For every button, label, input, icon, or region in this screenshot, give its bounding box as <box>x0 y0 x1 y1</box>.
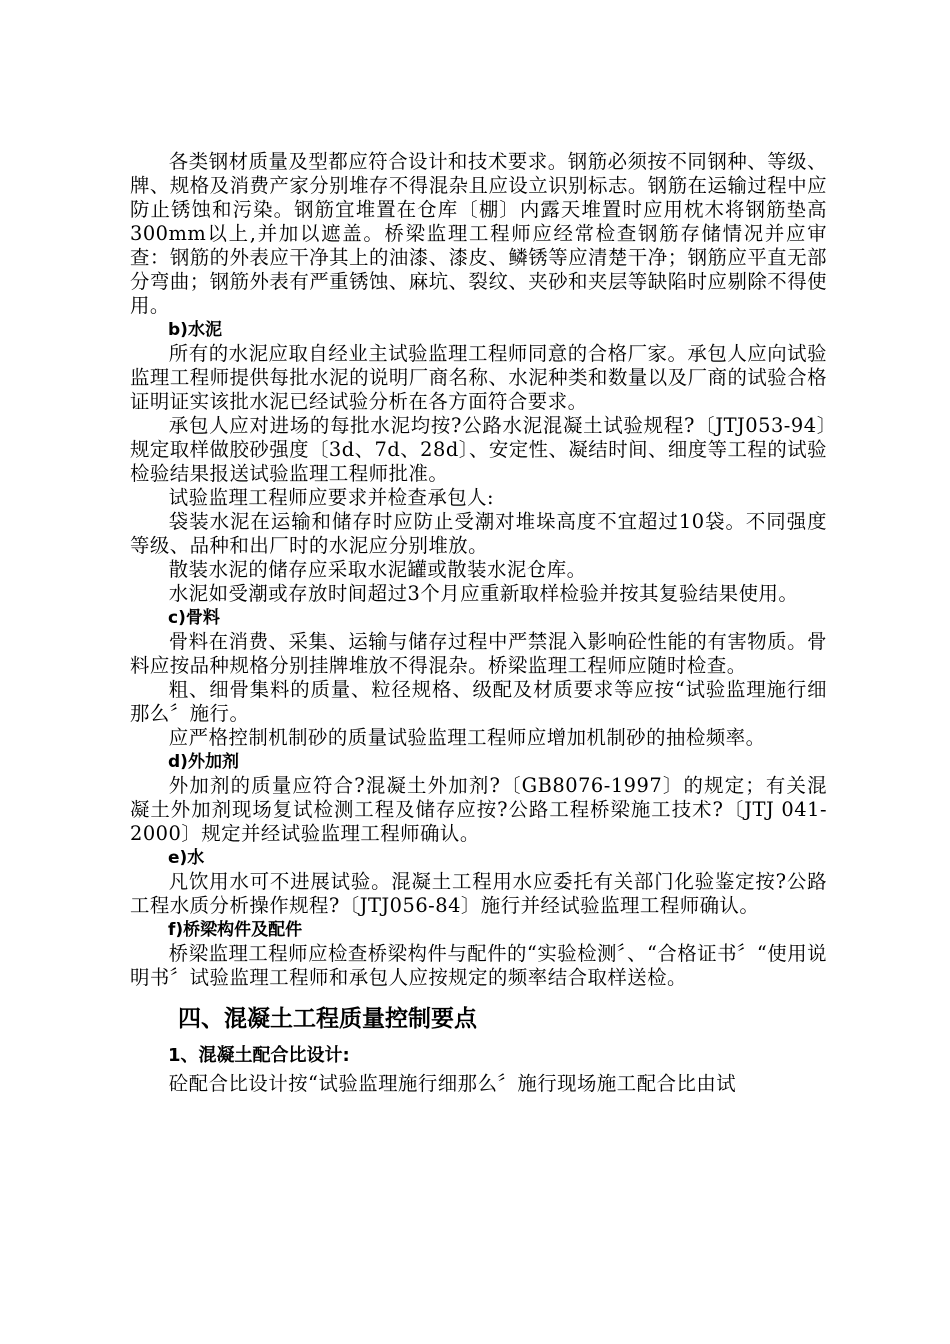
cement-paragraph-4: 袋装水泥在运输和储存时应防止受潮对堆垛高度不宜超过10袋。不同强度等级、品种和出厂时的水泥应分别堆放。 <box>130 510 827 557</box>
steel-paragraph: 各类钢材质量及型都应符合设计和技术要求。钢筋必须按不同钢种、等级、牌、规格及消费产家分别堆存不得混杂且应设立识别标志。钢筋在运输过程中应防止锈蚀和污染。钢筋宜堆置在仓库〔棚〕内露天堆置时应用枕木将钢筋垫高300mm以上,并加以遮盖。桥梁监理工程师应经常检查钢筋存储情况并应审查：钢筋的外表应干净其上的油漆、漆皮、鳞锈等应清楚干净；钢筋应平直无部分弯曲；钢筋外表有严重锈蚀、麻坑、裂纹、夹砂和夹层等缺陷时应剔除不得使用。 <box>130 150 827 317</box>
admixture-heading: d)外加剂 <box>168 752 239 772</box>
aggregate-paragraph-2: 粗、细骨集料的质量、粒径规格、级配及材质要求等应按“试验监理施行细那么〞施行。 <box>130 678 827 725</box>
document-page <box>130 150 827 1096</box>
aggregate-paragraph-1: 骨料在消费、采集、运输与储存过程中严禁混入影响砼性能的有害物质。骨料应按品种规格分别挂牌堆放不得混杂。桥梁监理工程师应随时检查。 <box>130 630 827 677</box>
section-4-title: 四、混凝土工程质量控制要点 <box>178 1006 477 1032</box>
components-heading: f)桥梁构件及配件 <box>168 920 303 940</box>
water-paragraph: 凡饮用水可不进展试验。混凝土工程用水应委托有关部门化验鉴定按?公路工程水质分析操作规程?〔JTJ056-84〕施行并经试验监理工程师确认。 <box>130 870 827 917</box>
admixture-paragraph: 外加剂的质量应符合?混凝土外加剂?〔GB8076-1997〕的规定；有关混凝土外加剂现场复试检测工程及储存应按?公路工程桥梁施工技术?〔JTJ 041-2000〕规定并经试验监理工程师确认。 <box>130 774 827 845</box>
components-paragraph: 桥梁监理工程师应检查桥梁构件与配件的“实验检测〞、“合格证书〞“使用说明书〞试验监理工程师和承包人应按规定的频率结合取样送检。 <box>130 942 827 989</box>
aggregate-heading: c)骨料 <box>168 608 220 628</box>
cement-paragraph-1: 所有的水泥应取自经业主试验监理工程师同意的合格厂家。承包人应向试验监理工程师提供每批水泥的说明厂商名称、水泥种类和数量以及厂商的试验合格证明证实该批水泥已经试验分析在各方面符合要求。 <box>130 342 827 413</box>
cement-heading: b)水泥 <box>168 320 222 340</box>
cement-paragraph-2: 承包人应对进场的每批水泥均按?公路水泥混凝土试验规程?〔JTJ053-94〕规定取样做胶砂强度〔3d、7d、28d〕、安定性、凝结时间、细度等工程的试验检验结果报送试验监理工程师批准。 <box>130 414 827 485</box>
mix-design-paragraph: 砼配合比设计按“试验监理施行细那么〞施行现场施工配合比由试 <box>168 1072 737 1095</box>
cement-paragraph-6: 水泥如受潮或存放时间超过3个月应重新取样检验并按其复验结果使用。 <box>168 582 799 605</box>
cement-paragraph-5: 散装水泥的储存应采取水泥罐或散装水泥仓库。 <box>168 558 587 581</box>
aggregate-paragraph-3: 应严格控制机制砂的质量试验监理工程师应增加机制砂的抽检频率。 <box>168 726 766 749</box>
cement-paragraph-3: 试验监理工程师应要求并检查承包人: <box>168 486 495 509</box>
mix-design-heading: 1、混凝土配合比设计: <box>168 1045 350 1066</box>
water-heading: e)水 <box>168 848 205 868</box>
